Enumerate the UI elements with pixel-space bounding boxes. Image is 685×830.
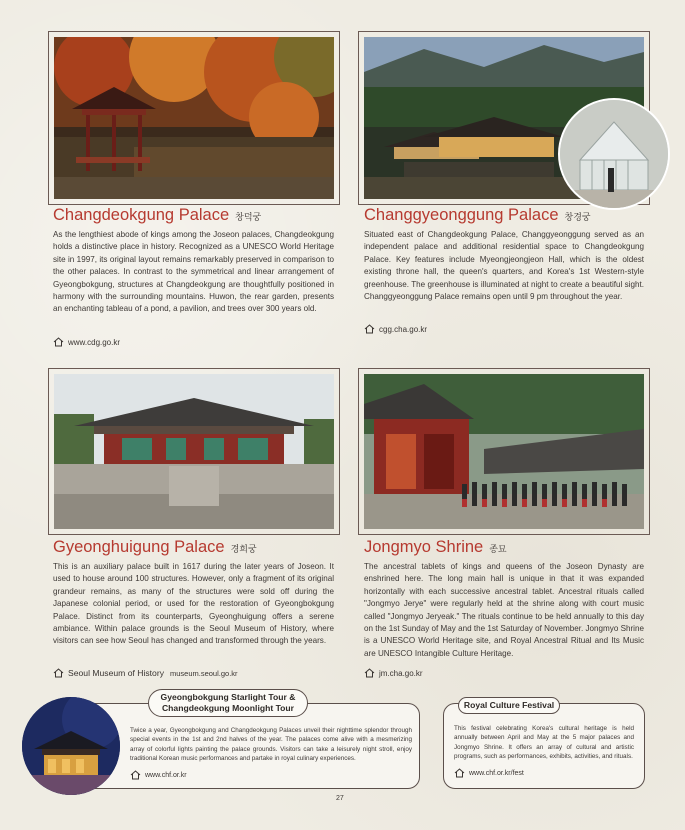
page-number: 27 <box>336 795 344 802</box>
changdeokgung-title <box>53 206 261 225</box>
starlight-tour-title: Gyeongbokgung Starlight Tour & Changdeokgung Moonlight Tour <box>148 689 308 717</box>
changgyeonggung-body: Situated east of Changdeokgung Palace, Changgyeonggung served as an independent palace and additional residential space to Changdeokgung Palace. Key features include Myeongjeongjeon Hall, which is the oldest existing throne hall, the queen's quarters, and Korea's 1st Western-style greenhouse. The greenhouse is illuminated at night to create a beautiful sight. Changgyeonggung Palace remains open until 9 pm throughout the year. <box>364 230 644 302</box>
home-icon <box>130 770 141 780</box>
changdeokgung-name: Changdeokgung Palace <box>53 206 230 224</box>
greenhouse-inset-photo <box>558 98 670 210</box>
changdeokgung-photo <box>54 37 334 199</box>
jongmyo-korean: 종묘 <box>489 544 507 554</box>
gyeonghuigung-name: Gyeonghuigung Palace <box>53 538 225 556</box>
starlight-tour-body: Twice a year, Gyeongbokgung and Changdeokgung Palaces unveil their nighttime splendor through special events in the 1st and 2nd halves of the year. The palaces come alive with a mesmerizing array of colorful lights painting the palace grounds. Visitors can take a leisurely night stroll, enjoy traditional Korean music performances and partake in royal culinary experiences. <box>130 727 412 763</box>
gyeonghuigung-title <box>53 538 257 557</box>
home-icon <box>364 324 375 334</box>
home-icon <box>53 337 64 347</box>
gyeonghuigung-link[interactable]: Seoul Museum of History museum.seoul.go.kr <box>53 668 238 678</box>
changgyeonggung-korean: 창경궁 <box>564 212 591 222</box>
gyeonghuigung-body: This is an auxiliary palace built in 1617 during the later years of Joseon. It used to house around 100 structures. However, only a fragment of its original grandeur remains, as many of the structures were sold off during the Japanese colonial period, or used for the restoration of Gyeongbokgung Palace. Distinct from its counterparts, Gyeonghuigung offers a serene ambiance. Within palace grounds is the Seoul Museum of History, where visitors can see how Seoul has changed and transformed through the years. <box>53 562 334 646</box>
royal-festival-title: Royal Culture Festival <box>458 697 560 714</box>
changgyeonggung-link[interactable]: cgg.cha.go.kr <box>364 324 427 334</box>
jongmyo-body: The ancestral tablets of kings and queens of the Joseon Dynasty are enshrined here. The long main hall is unique in that it was expanded horizontally with each successive ancestral tablet. Ancestral rituals called "Jongmyo Jerye" were regularly held at the shrine along with court music called "Jongmyo Jeryeak." The rituals continue to be held annually to this day on the 1st Sunday of May and the 1st Saturday of November. Jongmyo Shrine is a UNESCO World Heritage site, and Royal Ancestral Ritual and Its Music are UNESCO Intangible Culture Heritage. <box>364 562 644 658</box>
changgyeonggung-name: Changgyeonggung Palace <box>364 206 559 224</box>
home-icon <box>454 768 465 778</box>
home-icon <box>53 668 64 678</box>
royal-festival-body: This festival celebrating Korea's cultural heritage is held annually between April and May at the 5 major palaces and Jongmyo Shrine. It offers an array of cultural and artistic programs, such as performances, exhibits, activities, and rituals. <box>454 725 634 761</box>
gyeonghuigung-photo <box>54 374 334 529</box>
jongmyo-link[interactable]: jm.cha.go.kr <box>364 668 423 678</box>
night-palace-photo <box>22 697 120 795</box>
jongmyo-title <box>364 538 507 557</box>
changdeokgung-body: As the lengthiest abode of kings among the Joseon palaces, Changdeokgung holds a distinctive place in history. Recognized as a UNESCO World Heritage site in 1997, its original layout remains remarkably preserved in comparison to the other palaces. In contrast to the symmetrical and linear arrangement of Gyeongbokgung, structures at Changdeokgung are thoughtfully positioned in harmony with the surrounding mountains. Huwon, the rear garden, presents an enchanting tableau of a pond, a pavilion, and trees over 300 years old. <box>53 230 334 314</box>
changdeokgung-korean: 창덕궁 <box>235 212 262 222</box>
jongmyo-photo <box>364 374 644 529</box>
home-icon <box>364 668 375 678</box>
changgyeonggung-title <box>364 206 591 225</box>
changdeokgung-link[interactable]: www.cdg.go.kr <box>53 337 120 347</box>
gyeonghuigung-korean: 경희궁 <box>230 544 257 554</box>
jongmyo-name: Jongmyo Shrine <box>364 538 484 556</box>
starlight-tour-link[interactable]: www.chf.or.kr <box>130 770 187 780</box>
royal-festival-link[interactable]: www.chf.or.kr/fest <box>454 768 524 778</box>
